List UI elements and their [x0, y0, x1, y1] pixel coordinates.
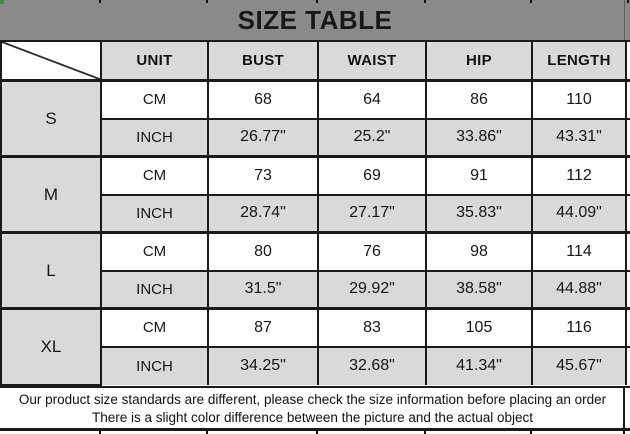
value-xl-inch-waist: 32.68": [318, 347, 426, 385]
grid-tick: [316, 0, 318, 3]
value-s-inch-hip: 33.86": [426, 119, 532, 157]
value-s-cm-waist: 64: [318, 81, 426, 119]
col-header-unit: UNIT: [101, 41, 208, 81]
value-xl-cm-length: 116: [532, 309, 626, 347]
value-xl-cm-waist: 83: [318, 309, 426, 347]
value-s-cm-hip: 86: [426, 81, 532, 119]
value-m-cm-bust: 73: [208, 157, 318, 195]
grid-tick: [530, 0, 532, 3]
gutter-cell: [626, 271, 630, 309]
unit-label-inch: INCH: [101, 347, 208, 385]
grid-tick: [99, 0, 101, 3]
value-l-inch-waist: 29.92": [318, 271, 426, 309]
size-label-s: S: [1, 81, 101, 157]
value-xl-inch-hip: 41.34": [426, 347, 532, 385]
page-title: SIZE TABLE: [237, 4, 393, 35]
grid-tick: [424, 0, 426, 3]
gutter-cell: [626, 157, 630, 195]
value-xl-cm-hip: 105: [426, 309, 532, 347]
value-m-cm-hip: 91: [426, 157, 532, 195]
value-m-inch-length: 44.09": [532, 195, 626, 233]
size-table: [0, 40, 630, 386]
grid-tick: [206, 0, 208, 3]
value-xl-cm-bust: 87: [208, 309, 318, 347]
value-xl-inch-length: 45.67": [532, 347, 626, 385]
gutter-cell: [626, 41, 630, 81]
artifact-green-speck: [0, 0, 4, 4]
value-l-inch-length: 44.88": [532, 271, 626, 309]
unit-label-inch: INCH: [101, 195, 208, 233]
unit-label-cm: CM: [101, 157, 208, 195]
gutter-cell: [626, 195, 630, 233]
size-label-xl: XL: [1, 309, 101, 385]
gutter-cell: [626, 233, 630, 271]
value-s-cm-bust: 68: [208, 81, 318, 119]
footer-notes: [0, 386, 630, 431]
unit-label-cm: CM: [101, 81, 208, 119]
row-s-cm: [1, 81, 630, 119]
value-m-inch-waist: 27.17": [318, 195, 426, 233]
gutter-cell: [626, 119, 630, 157]
row-xl-cm: [1, 309, 630, 347]
value-l-inch-bust: 31.5": [208, 271, 318, 309]
unit-label-cm: CM: [101, 309, 208, 347]
value-l-inch-hip: 38.58": [426, 271, 532, 309]
size-label-m: M: [1, 157, 101, 233]
unit-label-cm: CM: [101, 233, 208, 271]
row-m-cm: [1, 157, 630, 195]
gutter-cell: [626, 309, 630, 347]
unit-label-inch: INCH: [101, 119, 208, 157]
gutter-cell: [626, 81, 630, 119]
value-l-cm-waist: 76: [318, 233, 426, 271]
value-m-cm-waist: 69: [318, 157, 426, 195]
grid-tick: [627, 0, 629, 3]
header-row: [1, 41, 630, 81]
column-line: [623, 388, 625, 428]
col-header-waist: WAIST: [318, 41, 426, 81]
col-header-length: LENGTH: [532, 41, 626, 81]
value-m-inch-hip: 35.83": [426, 195, 532, 233]
value-l-cm-bust: 80: [208, 233, 318, 271]
value-s-cm-length: 110: [532, 81, 626, 119]
column-line: [624, 0, 625, 40]
value-m-cm-length: 112: [532, 157, 626, 195]
gutter-cell: [626, 347, 630, 385]
footer-note-line2: There is a slight color difference between the picture and the actual object: [91, 409, 534, 425]
col-header-hip: HIP: [426, 41, 532, 81]
value-m-inch-bust: 28.74": [208, 195, 318, 233]
value-l-cm-length: 114: [532, 233, 626, 271]
row-l-cm: [1, 233, 630, 271]
diagonal-line-icon: [2, 42, 100, 79]
value-s-inch-length: 43.31": [532, 119, 626, 157]
title-bar: [0, 0, 630, 40]
value-s-inch-waist: 25.2": [318, 119, 426, 157]
size-label-l: L: [1, 233, 101, 309]
value-l-cm-hip: 98: [426, 233, 532, 271]
value-xl-inch-bust: 34.25": [208, 347, 318, 385]
unit-label-inch: INCH: [101, 271, 208, 309]
diagonal-header-cell: [1, 41, 101, 81]
col-header-bust: BUST: [208, 41, 318, 81]
footer-note-line1: Our product size standards are different, please check the size information before placing an order: [18, 391, 607, 407]
value-s-inch-bust: 26.77": [208, 119, 318, 157]
